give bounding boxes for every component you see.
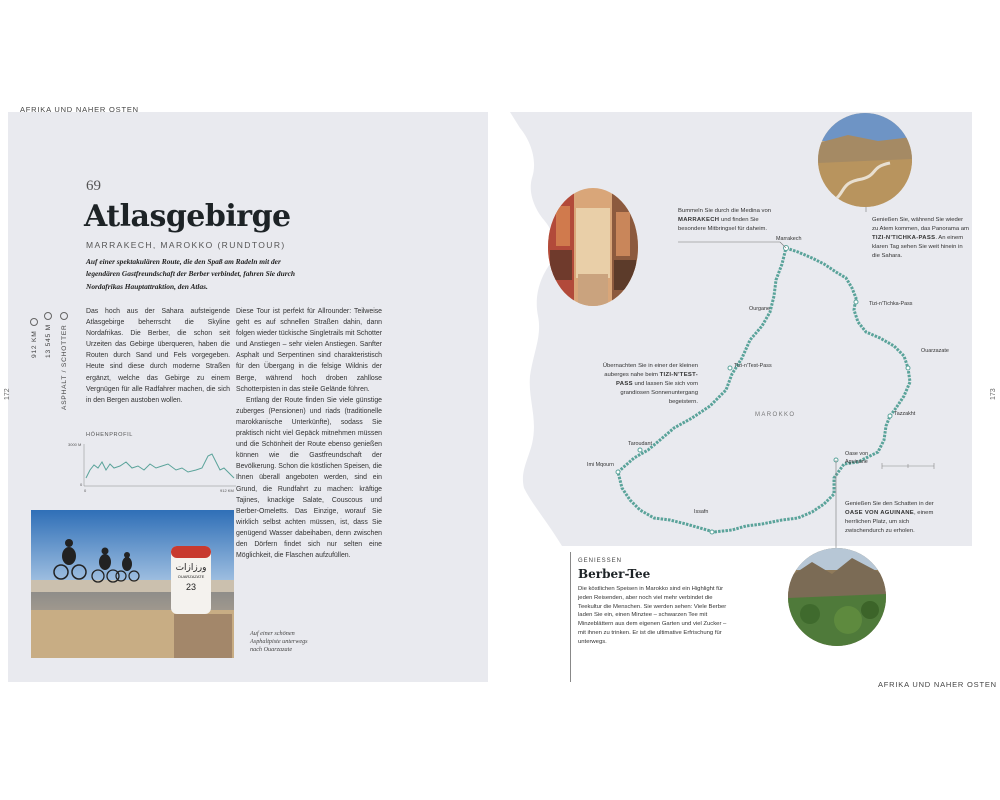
place-dot bbox=[854, 300, 858, 304]
profile-x-end: 912 KM bbox=[220, 488, 234, 493]
pass-road-photo bbox=[818, 113, 912, 207]
note-tizi-test bbox=[594, 362, 698, 407]
page-subtitle: MARRAKECH, MAROKKO (RUNDTOUR) bbox=[86, 240, 286, 250]
note-text: Genießen Sie, während Sie wieder zu Atem kommen, das Panorama am bbox=[872, 217, 969, 232]
distance-icon bbox=[30, 318, 38, 326]
body-paragraph: Entlang der Route finden Sie viele günstige zuberges (Pensionen) und riads (traditionelle marokkanische Unterkünfte), sodass Sie praktisch nicht viel Gepäck mitnehmen müssen und die Schönheit der Route ebenso genießen können wie die Gastfreundschaft der Bevölkerung. Schon die köstlichen Speisen, die Ihnen überall angeboten werden, sind ein Grund, die Rundfahrt zu machen: kräftige Tajines, knackige Salate, Couscous und Berber-Omeletts. Das Einzige, worauf Sie wirklich selbst achten müssen, ist, dass Sie genügend Wasser dabeihaben, denn zwischen den Dörfern findet sich nur selten eine Möglichkeit, die Flaschen aufzufüllen. bbox=[236, 396, 382, 560]
stat-surface-value: ASPHALT / SCHOTTER bbox=[60, 324, 68, 410]
place-tizi-test: Tizi-n'Test-Pass bbox=[734, 363, 772, 369]
intro-text: Auf einer spektakulären Route, die den Spaß am Radeln mit der legendären Gastfreundschaft der Berber verbindet, fahren Sie durch Nordafrikas Hauptattraktion, den Atlas. bbox=[86, 257, 295, 291]
stat-distance-value: 912 KM bbox=[30, 330, 38, 358]
place-issafn: Issafn bbox=[694, 509, 709, 515]
note-highlight: MARRAKECH bbox=[678, 216, 720, 223]
place-dot bbox=[638, 448, 642, 452]
cyclists-photo bbox=[31, 510, 234, 658]
place-dot bbox=[616, 470, 620, 474]
place-oase-line: Oase von bbox=[845, 451, 869, 457]
footer-section-label: AFRIKA UND NAHER OSTEN bbox=[878, 680, 997, 689]
sidebar-title: Berber-Tee bbox=[578, 567, 651, 581]
profile-line bbox=[86, 454, 234, 478]
sign-name: OUARZAZATE bbox=[177, 574, 205, 579]
note-highlight: TIZI-N'TICHKA-PASS bbox=[872, 234, 936, 241]
body-column-1: Das hoch aus der Sahara aufsteigende Atlasgebirge beherrscht die Skyline Nordafrikas. Die Berber, die schon seit Urzeiten das Gebirge überqueren, haben die Routen durch Sand und Fels vorgegeben. Heute sind diese durch moderne Straßen ergänzt, welche das Gebirge zu einem Vergnügen für alle Radfahrer machen, die sich in den Bergen austoben wollen. bbox=[86, 308, 230, 404]
note-tichka bbox=[872, 216, 970, 261]
sidebar-rule bbox=[570, 552, 571, 682]
body-column-2 bbox=[236, 306, 382, 561]
tour-stats bbox=[30, 316, 70, 416]
stat-distance bbox=[30, 318, 38, 358]
photo-caption bbox=[250, 630, 308, 655]
page-title: Atlasgebirge bbox=[84, 199, 291, 234]
surface-icon bbox=[60, 312, 68, 320]
note-text: . An einem klaren Tag sehen Sie weit hinein in die Sahara. bbox=[872, 234, 964, 259]
place-oase bbox=[845, 450, 868, 466]
profile-ymax-label: 3000 M bbox=[68, 442, 82, 447]
place-tizi-tichka: Tizi-n'Tichka-Pass bbox=[869, 301, 913, 307]
profile-label: HÖHENPROFIL bbox=[86, 432, 134, 438]
stat-surface bbox=[60, 312, 68, 410]
place-dot bbox=[728, 366, 732, 370]
place-dot bbox=[888, 414, 892, 418]
sidebar-text: Die köstlichen Speisen in Marokko sind ein Highlight für jeden Reisenden, aber noch viel mehr verbindet die Teekultur die Menschen. Sie werden sehen: Viele Berber laden Sie ein, einen Minztee – schwarzen Tee mit Minzeblättern aus dem eigenen Garten und viel Zucker – mit ihnen zu trinken. Er ist die ultimative Erfrischung für unterwegs. bbox=[578, 586, 727, 645]
note-highlight: OASE VON AGUINANE bbox=[845, 509, 915, 516]
page-number-right: 173 bbox=[990, 388, 997, 400]
route-map bbox=[490, 100, 1000, 700]
place-marrakech: Marrakech bbox=[776, 236, 802, 242]
place-taroudant: Taroudant bbox=[628, 441, 652, 447]
place-tazzakht: Tazzakht bbox=[894, 411, 916, 417]
caption-line: Asphaltpiste unterwegs bbox=[250, 638, 308, 646]
stat-elevation-value: 13 545 M bbox=[44, 324, 52, 358]
note-text: und finden Sie besondere Mitbringsel für daheim. bbox=[678, 216, 768, 232]
medina-photo bbox=[548, 188, 638, 306]
place-ourgane: Ourgane bbox=[749, 306, 770, 312]
page-number-left: 172 bbox=[4, 388, 11, 400]
elevation-profile-chart bbox=[68, 440, 238, 494]
place-ouarzazate: Ouarzazate bbox=[921, 348, 949, 354]
country-label: MAROKKO bbox=[755, 412, 796, 418]
note-oase bbox=[845, 500, 941, 536]
note-text: , einem herrlichen Platz, um sich zwischendurch zu erholen. bbox=[845, 509, 934, 534]
tour-number: 69 bbox=[86, 178, 101, 194]
caption-line: Auf einer schönen bbox=[250, 630, 295, 637]
note-text: und lassen Sie sich vom grandiosen Sonnenuntergang begeistern. bbox=[620, 380, 698, 405]
sidebar-kicker: GENIESSEN bbox=[578, 558, 623, 564]
body-paragraph: Diese Tour ist perfekt für Allrounder: Teilweise geht es auf schnellen Straßen dahin, dann folgen wieder tückische Singletrails mit Schotter und Anstiegen – sehr vielen Anstiegen. Sanfter Asphalt und Serpentinen sind charakteristisch für den Übergang in die felsige Wildnis der Berge, während hoch droben zahllose Schotterpisten in das steile Gelände führen. bbox=[236, 308, 382, 393]
profile-x-start: 0 bbox=[84, 488, 87, 493]
section-label: AFRIKA UND NAHER OSTEN bbox=[20, 105, 139, 114]
note-marrakech bbox=[678, 207, 774, 234]
place-dot bbox=[710, 530, 714, 534]
profile-y0-label: 0 bbox=[80, 482, 83, 487]
place-dot bbox=[906, 366, 910, 370]
sign-km: 23 bbox=[185, 582, 197, 592]
stat-elevation bbox=[44, 312, 52, 358]
place-imi-mqourn: Imi Mqourn bbox=[587, 462, 614, 468]
note-text: Übernachten Sie in einer der kleinen auberges nahe beim bbox=[602, 363, 698, 378]
place-oase-line: Aguinane bbox=[845, 459, 868, 465]
note-highlight: TIZI-N'TEST-PASS bbox=[616, 371, 698, 387]
elevation-icon bbox=[44, 312, 52, 320]
oasis-photo bbox=[788, 548, 886, 646]
caption-line: nach Ouarzazate bbox=[250, 646, 293, 654]
note-text: Bummeln Sie durch die Medina von bbox=[678, 208, 771, 214]
sign-arabic: ورزازات bbox=[175, 563, 207, 573]
note-text: Genießen Sie den Schatten in der bbox=[845, 501, 934, 507]
